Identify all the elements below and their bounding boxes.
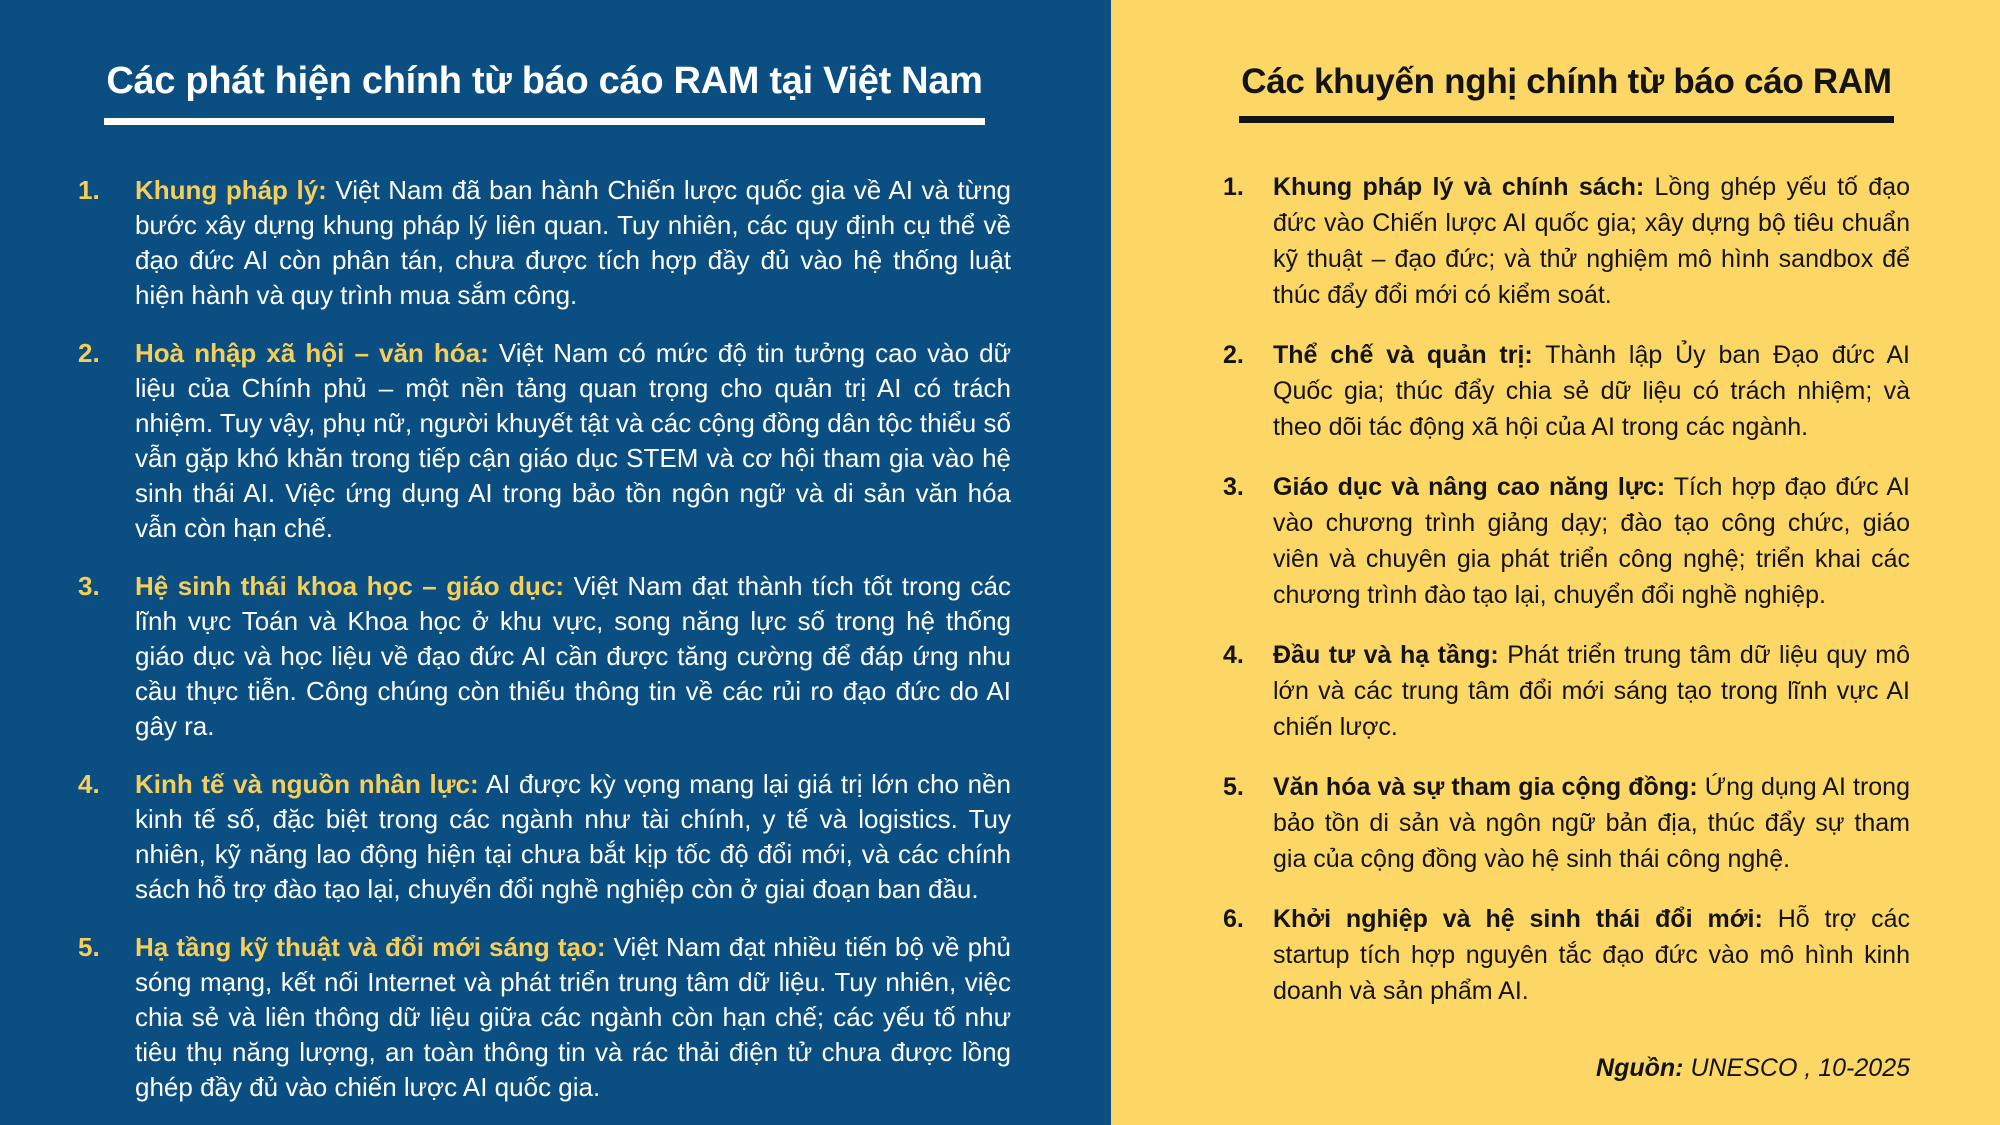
finding-item-2 (78, 336, 1011, 546)
item-text (135, 767, 1011, 907)
item-heading: Khung pháp lý: (135, 174, 327, 205)
item-heading: Kinh tế và nguồn nhân lực: (135, 768, 479, 799)
recommendation-item-6 (1223, 901, 1910, 1009)
recommendations-title-wrap (1223, 62, 1910, 123)
item-heading: Đầu tư và hạ tầng: (1273, 641, 1499, 670)
recommendations-title: Các khuyến nghị chính từ báo cáo RAM (1239, 62, 1893, 123)
item-body: Việt Nam có mức độ tin tưởng cao vào dữ liệu của Chính phủ – một nền tảng quan trọng cho quản trị AI có trách nhiệm. Tuy vậy, phụ nữ, người khuyết tật và các cộng đồng dân tộc thiểu số vẫn gặp khó khăn trong tiếp cận giáo dục STEM và cơ hội tham gia vào hệ sinh thái AI. Việc ứng dụng AI trong bảo tồn ngôn ngữ và di sản văn hóa vẫn còn hạn chế. (135, 337, 1011, 543)
item-heading: Hệ sinh thái khoa học – giáo dục: (135, 570, 565, 601)
item-body: Thành lập Ủy ban Đạo đức AI Quốc gia; thúc đẩy chia sẻ dữ liệu có trách nhiệm; và theo dõi tác động xã hội của AI trong các ngành. (1273, 341, 1910, 442)
recommendations-panel (1111, 0, 2000, 1125)
findings-list (78, 173, 1011, 1105)
item-text (1273, 337, 1910, 445)
finding-item-5 (78, 930, 1011, 1105)
finding-item-1 (78, 173, 1011, 313)
findings-title: Các phát hiện chính từ báo cáo RAM tại Việt Nam (104, 60, 984, 125)
item-text (1273, 169, 1910, 313)
item-number: 1. (78, 174, 100, 205)
item-number: 5. (1223, 773, 1244, 802)
item-number: 2. (1223, 341, 1244, 370)
item-heading: Giáo dục và nâng cao năng lực: (1273, 473, 1666, 502)
item-number: 5. (78, 931, 100, 962)
item-heading: Khởi nghiệp và hệ sinh thái đổi mới: (1273, 905, 1763, 934)
item-heading: Văn hóa và sự tham gia cộng đồng: (1273, 773, 1698, 802)
item-text (1273, 469, 1910, 613)
item-heading: Hạ tầng kỹ thuật và đổi mới sáng tạo: (135, 931, 606, 962)
recommendation-item-2 (1223, 337, 1910, 445)
recommendation-item-1 (1223, 169, 1910, 313)
recommendation-item-4 (1223, 637, 1910, 745)
item-number: 3. (78, 570, 100, 601)
item-text (135, 569, 1011, 744)
item-number: 2. (78, 337, 100, 368)
item-number: 6. (1223, 905, 1244, 934)
item-number: 4. (1223, 641, 1244, 670)
item-body: Ứng dụng AI trong bảo tồn di sản và ngôn ngữ bản địa, thúc đẩy sự tham gia của cộng đồng vào hệ sinh thái công nghệ. (1273, 773, 1910, 874)
source-value: UNESCO , 10-2025 (1690, 1054, 1910, 1082)
finding-item-4 (78, 767, 1011, 907)
item-body: Lồng ghép yếu tố đạo đức vào Chiến lược AI quốc gia; xây dựng bộ tiêu chuẩn kỹ thuật – đạo đức; và thử nghiệm mô hình sandbox để thúc đẩy đổi mới có kiểm soát. (1273, 173, 1910, 310)
findings-title-wrap (78, 60, 1011, 125)
item-text (135, 930, 1011, 1105)
item-heading: Khung pháp lý và chính sách: (1273, 173, 1645, 202)
source-note (1223, 1053, 1910, 1083)
item-heading: Hoà nhập xã hội – văn hóa: (135, 337, 489, 368)
item-text (135, 173, 1011, 313)
source-label: Nguồn: (1596, 1054, 1684, 1082)
item-body: Hỗ trợ các startup tích hợp nguyên tắc đạo đức vào mô hình kinh doanh và sản phẩm AI. (1273, 905, 1910, 1006)
item-body: Việt Nam đã ban hành Chiến lược quốc gia về AI và từng bước xây dựng khung pháp lý liên quan. Tuy nhiên, các quy định cụ thể về đạo đức AI còn phân tán, chưa được tích hợp đầy đủ vào hệ thống luật hiện hành và quy trình mua sắm công. (135, 174, 1012, 310)
recommendation-item-5 (1223, 769, 1910, 877)
finding-item-3 (78, 569, 1011, 744)
item-body: Việt Nam đạt thành tích tốt trong các lĩnh vực Toán và Khoa học ở khu vực, song năng lực số trong hệ thống giáo dục và học liệu về đạo đức AI cần được tăng cường để đáp ứng nhu cầu thực tiễn. Công chúng còn thiếu thông tin về các rủi ro đạo đức do AI gây ra. (135, 570, 1011, 741)
item-body: Tích hợp đạo đức AI vào chương trình giảng dạy; đào tạo công chức, giáo viên và chuyên gia phát triển công nghệ; triển khai các chương trình đào tạo lại, chuyển đổi nghề nghiệp. (1273, 473, 1910, 610)
item-body: Phát triển trung tâm dữ liệu quy mô lớn và các trung tâm đổi mới sáng tạo trong lĩnh vực AI chiến lược. (1273, 641, 1910, 742)
item-number: 1. (1223, 173, 1244, 202)
item-body: AI được kỳ vọng mang lại giá trị lớn cho nền kinh tế số, đặc biệt trong các ngành như tài chính, y tế và logistics. Tuy nhiên, kỹ năng lao động hiện tại chưa bắt kịp tốc độ đổi mới, và các chính sách hỗ trợ đào tạo lại, chuyển đổi nghề nghiệp còn ở giai đoạn ban đầu. (135, 768, 1011, 904)
item-number: 3. (1223, 473, 1244, 502)
recommendations-list (1223, 169, 1910, 1033)
recommendation-item-3 (1223, 469, 1910, 613)
item-text (1273, 769, 1910, 877)
item-body: Việt Nam đạt nhiều tiến bộ về phủ sóng mạng, kết nối Internet và phát triển trung tâm dữ liệu. Tuy nhiên, việc chia sẻ và liên thông dữ liệu giữa các ngành còn hạn chế; các yếu tố như tiêu thụ năng lượng, an toàn thông tin và rác thải điện tử chưa được lồng ghép đầy đủ vào chiến lược AI quốc gia. (135, 931, 1011, 1102)
item-text (135, 336, 1011, 546)
item-text (1273, 637, 1910, 745)
item-number: 4. (78, 768, 100, 799)
item-heading: Thể chế và quản trị: (1273, 341, 1533, 370)
item-text (1273, 901, 1910, 1009)
